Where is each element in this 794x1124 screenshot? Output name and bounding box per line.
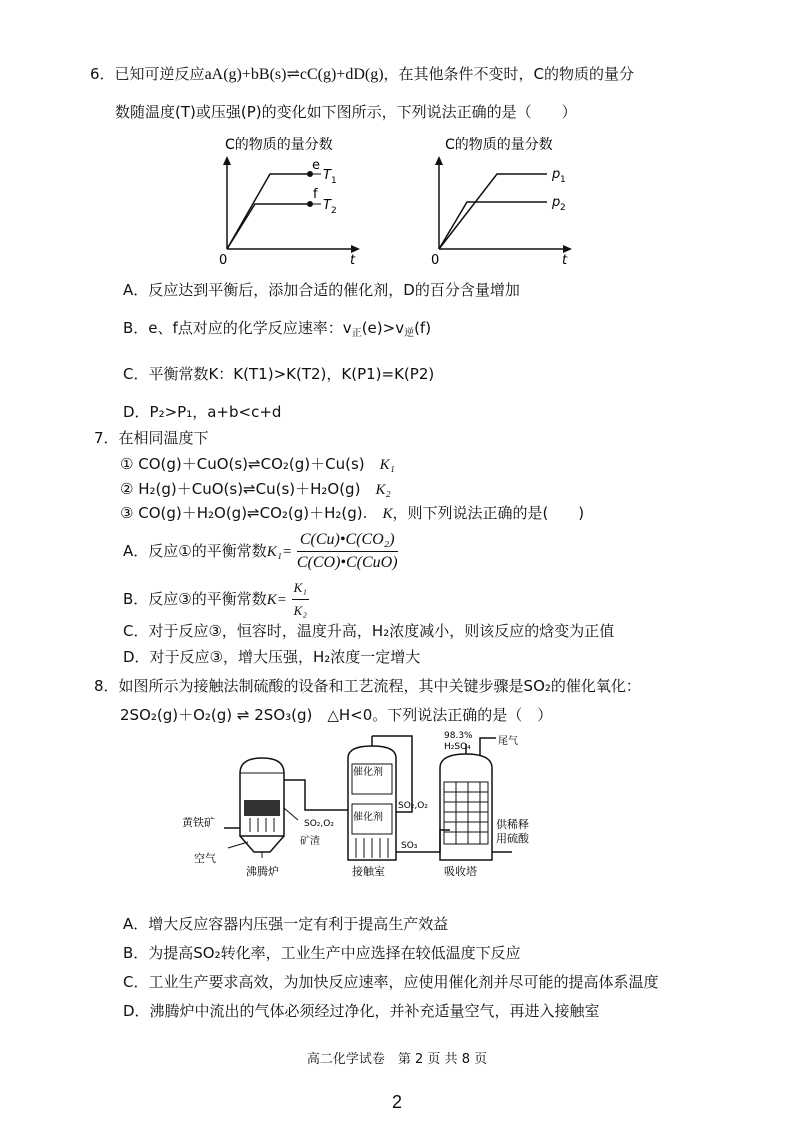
svg-text:f: f bbox=[313, 187, 318, 202]
q7-option-a-fraction: $\frac{\text{C(Cu)•C(CO₂)}}{\text{C(CO)•C(CuO)}}$ bbox=[296, 531, 398, 571]
label-dilute-2: 用硫酸 bbox=[496, 832, 529, 845]
q7-reaction-3: ③ CO(g)＋H₂O(g)⇌CO₂(g)＋H₂(g). K，则下列说法正确的是( ) bbox=[120, 504, 585, 522]
svg-text:t: t bbox=[562, 253, 568, 268]
q8-equation: 2SO₂(g)＋O₂(g) ⇌ 2SO₃(g) △H<0。下列说法正确的是（ ） bbox=[120, 706, 553, 724]
q6-option-c: C．平衡常数K：K(T1)>K(T2)，K(P1)=K(P2) bbox=[123, 365, 435, 383]
label-acid: H₂SO₄ bbox=[444, 742, 471, 752]
q8-option-c: C．工业生产要求高效，为加快反应速率，应使用催化剂并尽可能的提高体系温度 bbox=[123, 973, 659, 991]
label-furnace: 沸腾炉 bbox=[246, 865, 279, 878]
q6-option-b: B．e、f点对应的化学反应速率：$v_正(e)>v_逆(f)$ bbox=[123, 319, 432, 339]
svg-text:1: 1 bbox=[560, 175, 566, 185]
label-air: 空气 bbox=[194, 852, 216, 865]
label-catalyst-2: 催化剂 bbox=[353, 812, 383, 823]
q7-option-d: D．对于反应③，增大压强，H₂浓度一定增大 bbox=[123, 648, 421, 666]
q6-option-a: A．反应达到平衡后，添加合适的催化剂，D的百分含量增加 bbox=[123, 281, 520, 299]
q6-option-d: D．P₂>P₁，a+b<c+d bbox=[123, 403, 282, 421]
label-so3: SO₃ bbox=[401, 841, 418, 851]
boiling-furnace bbox=[224, 758, 298, 858]
q6-equation: aA(g)+bB(s)⇌cC(g)+dD(g) bbox=[204, 66, 384, 83]
q6-chart-temperature bbox=[205, 132, 375, 270]
svg-text:e: e bbox=[312, 158, 320, 173]
q6-stem-line2: 数随温度(T)或压强(P)的变化如下图所示，下列说法正确的是（ ） bbox=[115, 103, 577, 121]
q8-stem: 8．如图所示为接触法制硫酸的设备和工艺流程，其中关键步骤是SO₂的催化氧化： bbox=[94, 677, 641, 695]
q7-reaction-1: ① CO(g)＋CuO(s)⇌CO₂(g)＋Cu(s) K₁ bbox=[120, 455, 395, 473]
q7-number: 7． bbox=[94, 429, 119, 447]
chart2-line-p1 bbox=[439, 174, 547, 249]
chart2-line-p2 bbox=[439, 202, 547, 249]
q8-number: 8． bbox=[94, 677, 119, 695]
chart1-title: C的物质的量分数 bbox=[225, 137, 333, 153]
label-so2-o2-b: SO₂,O₂ bbox=[398, 801, 428, 811]
svg-text:1: 1 bbox=[331, 176, 337, 186]
svg-text:T: T bbox=[323, 168, 331, 183]
label-slag: 矿渣 bbox=[300, 836, 320, 847]
label-tail-gas: 尾气 bbox=[498, 736, 518, 747]
svg-text:2: 2 bbox=[331, 206, 337, 216]
label-tower: 吸收塔 bbox=[444, 865, 477, 878]
svg-text:2: 2 bbox=[560, 203, 566, 213]
label-dilute-1: 供稀释 bbox=[496, 818, 529, 831]
label-catalyst-1: 催化剂 bbox=[353, 767, 383, 778]
q8-option-a: A．增大反应容器内压强一定有利于提高生产效益 bbox=[123, 915, 449, 933]
q8-option-d: D．沸腾炉中流出的气体必须经过净化，并补充适量空气，再进入接触室 bbox=[123, 1002, 600, 1020]
q6-chart-pressure bbox=[415, 132, 585, 270]
svg-text:T: T bbox=[323, 198, 331, 213]
label-contact: 接触室 bbox=[352, 865, 385, 878]
q7-reaction-2: ② H₂(g)＋CuO(s)⇌Cu(s)＋H₂O(g) K₂ bbox=[120, 480, 391, 498]
q7-stem: 7．在相同温度下 bbox=[94, 429, 209, 447]
q8-process-diagram bbox=[180, 728, 600, 878]
label-acid-pct: 98.3% bbox=[444, 731, 473, 741]
q7-option-b: B．反应③的平衡常数K= $\frac{\text{K₁}}{\text{K₂}}$ bbox=[123, 578, 309, 621]
svg-text:0: 0 bbox=[219, 253, 228, 268]
q7-option-c: C．对于反应③，恒容时，温度升高，H₂浓度减小，则该反应的焓变为正值 bbox=[123, 622, 615, 640]
q7-option-b-fraction: $\frac{\text{K₁}}{\text{K₂}}$ bbox=[293, 580, 307, 618]
chart1-line-T1 bbox=[227, 174, 310, 249]
contact-chamber bbox=[348, 736, 396, 860]
q8-option-b: B．为提高SO₂转化率，工业生产中应选择在较低温度下反应 bbox=[123, 944, 521, 962]
label-pyrite: 黄铁矿 bbox=[182, 816, 215, 829]
label-so2-o2-a: SO₂,O₂ bbox=[304, 819, 334, 829]
q6-stem: 6．已知可逆反应aA(g)+bB(s)⇌cC(g)+dD(g)，在其他条件不变时，C的物质的量分 bbox=[90, 65, 635, 83]
q6-number: 6． bbox=[90, 65, 115, 83]
chart2-title: C的物质的量分数 bbox=[445, 137, 553, 153]
svg-text:p: p bbox=[552, 167, 561, 182]
footer-text: 高二化学试卷 第 2 页 共 8 页 bbox=[306, 1052, 488, 1067]
q7-option-a: A．反应①的平衡常数K₁= $\frac{\text{C(Cu)•C(CO₂)}}{\text{C(CO)•C(CuO)}}$ bbox=[123, 531, 398, 571]
svg-text:t: t bbox=[350, 253, 356, 268]
svg-text:0: 0 bbox=[431, 253, 440, 268]
svg-text:p: p bbox=[552, 195, 561, 210]
page-number: 2 bbox=[391, 1092, 402, 1112]
